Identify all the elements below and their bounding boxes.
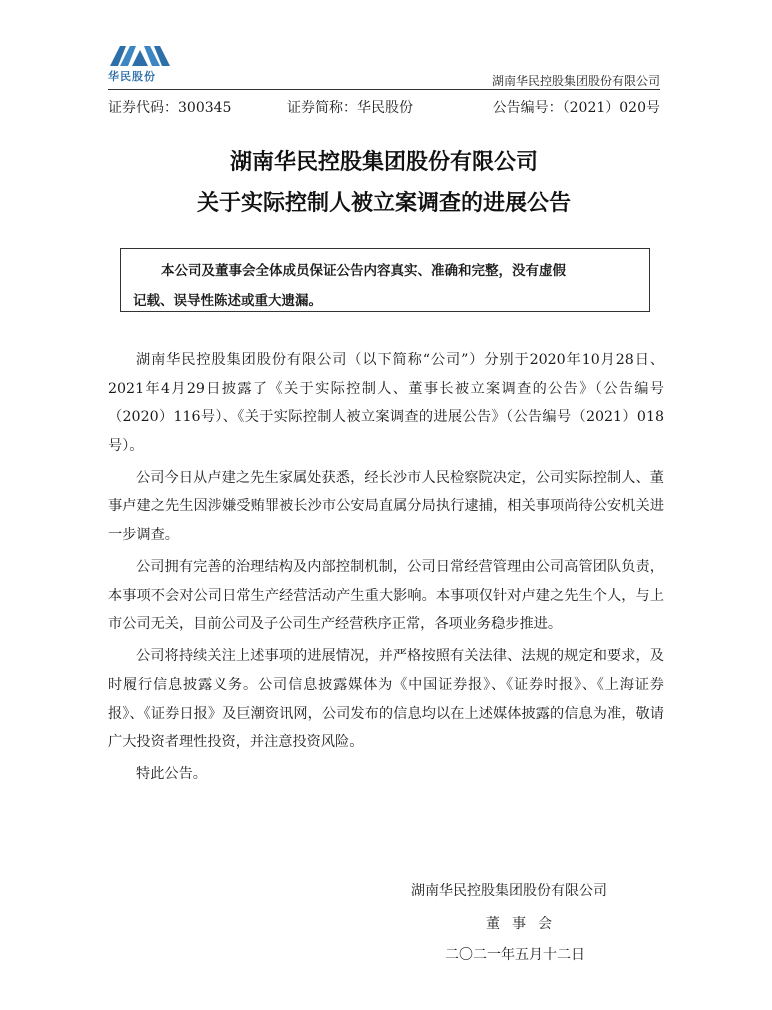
body-paragraph-5: 特此公告。 — [136, 766, 207, 783]
signature-date: 二〇二一年五月十二日 — [445, 947, 585, 963]
disclaimer-line-2: 记载、误导性陈述或重大遗漏。 — [133, 293, 322, 309]
disclaimer-box — [120, 248, 650, 312]
page-title-company: 湖南华民控股集团股份有限公司 — [229, 150, 538, 175]
signature-company: 湖南华民控股集团股份有限公司 — [411, 883, 607, 899]
body-paragraph-2: 公司今日从卢建之先生家属处获悉，经长沙市人民检察院决定，公司实际控制人、董事卢建之先生因涉嫌受贿罪被长沙市公安局直属分局执行逮捕，相关事项尚待公安机关进一步调查。 — [108, 469, 664, 544]
header-divider — [108, 89, 660, 90]
logo-text: 华民股份 — [108, 70, 156, 83]
body-paragraph-4: 公司将持续关注上述事项的进展情况，并严格按照有关法律、法规的规定和要求，及时履行信息披露义务。公司信息披露媒体为《中国证券报》、《证券时报》、《上海证券报》、《证券日报》及巨潮资讯网，公司发布的信息均以在上述媒体披露的信息为准，敬请广大投资者理性投资，并注意投资风险。 — [108, 648, 664, 751]
announcement-body — [108, 346, 664, 792]
body-paragraph-1: 湖南华民控股集团股份有限公司（以下简称“公司”）分别于2020年10月28日、2021年4月29日披露了《关于实际控制人、董事长被立案调查的公告》（公告编号（2020）116号）、《关于实际控制人被立案调查的进展公告》（公告编号（2021）018号）。 — [108, 352, 664, 454]
security-info-line — [108, 97, 660, 117]
body-paragraph-3: 公司拥有完善的治理结构及内部控制机制，公司日常经营管理由公司高管团队负责，本事项不会对公司日常生产经营活动产生重大影响。本事项仅针对卢建之先生个人，与上市公司无关，目前公司及子公司生产经营秩序正常，各项业务稳步推进。 — [108, 559, 664, 633]
security-code: 证券代码：300345 — [108, 100, 232, 116]
announcement-number: 公告编号：（2021）020号 — [492, 100, 660, 116]
page-title-subject: 关于实际控制人被立案调查的进展公告 — [196, 191, 571, 216]
disclaimer-line-1: 本公司及董事会全体成员保证公告内容真实、准确和完整，没有虚假 — [161, 263, 566, 279]
security-abbreviation: 证券简称：华民股份 — [287, 100, 413, 116]
signature-board: 董事会 — [486, 916, 564, 932]
header-company-name: 湖南华民控股集团股份有限公司 — [491, 74, 660, 88]
